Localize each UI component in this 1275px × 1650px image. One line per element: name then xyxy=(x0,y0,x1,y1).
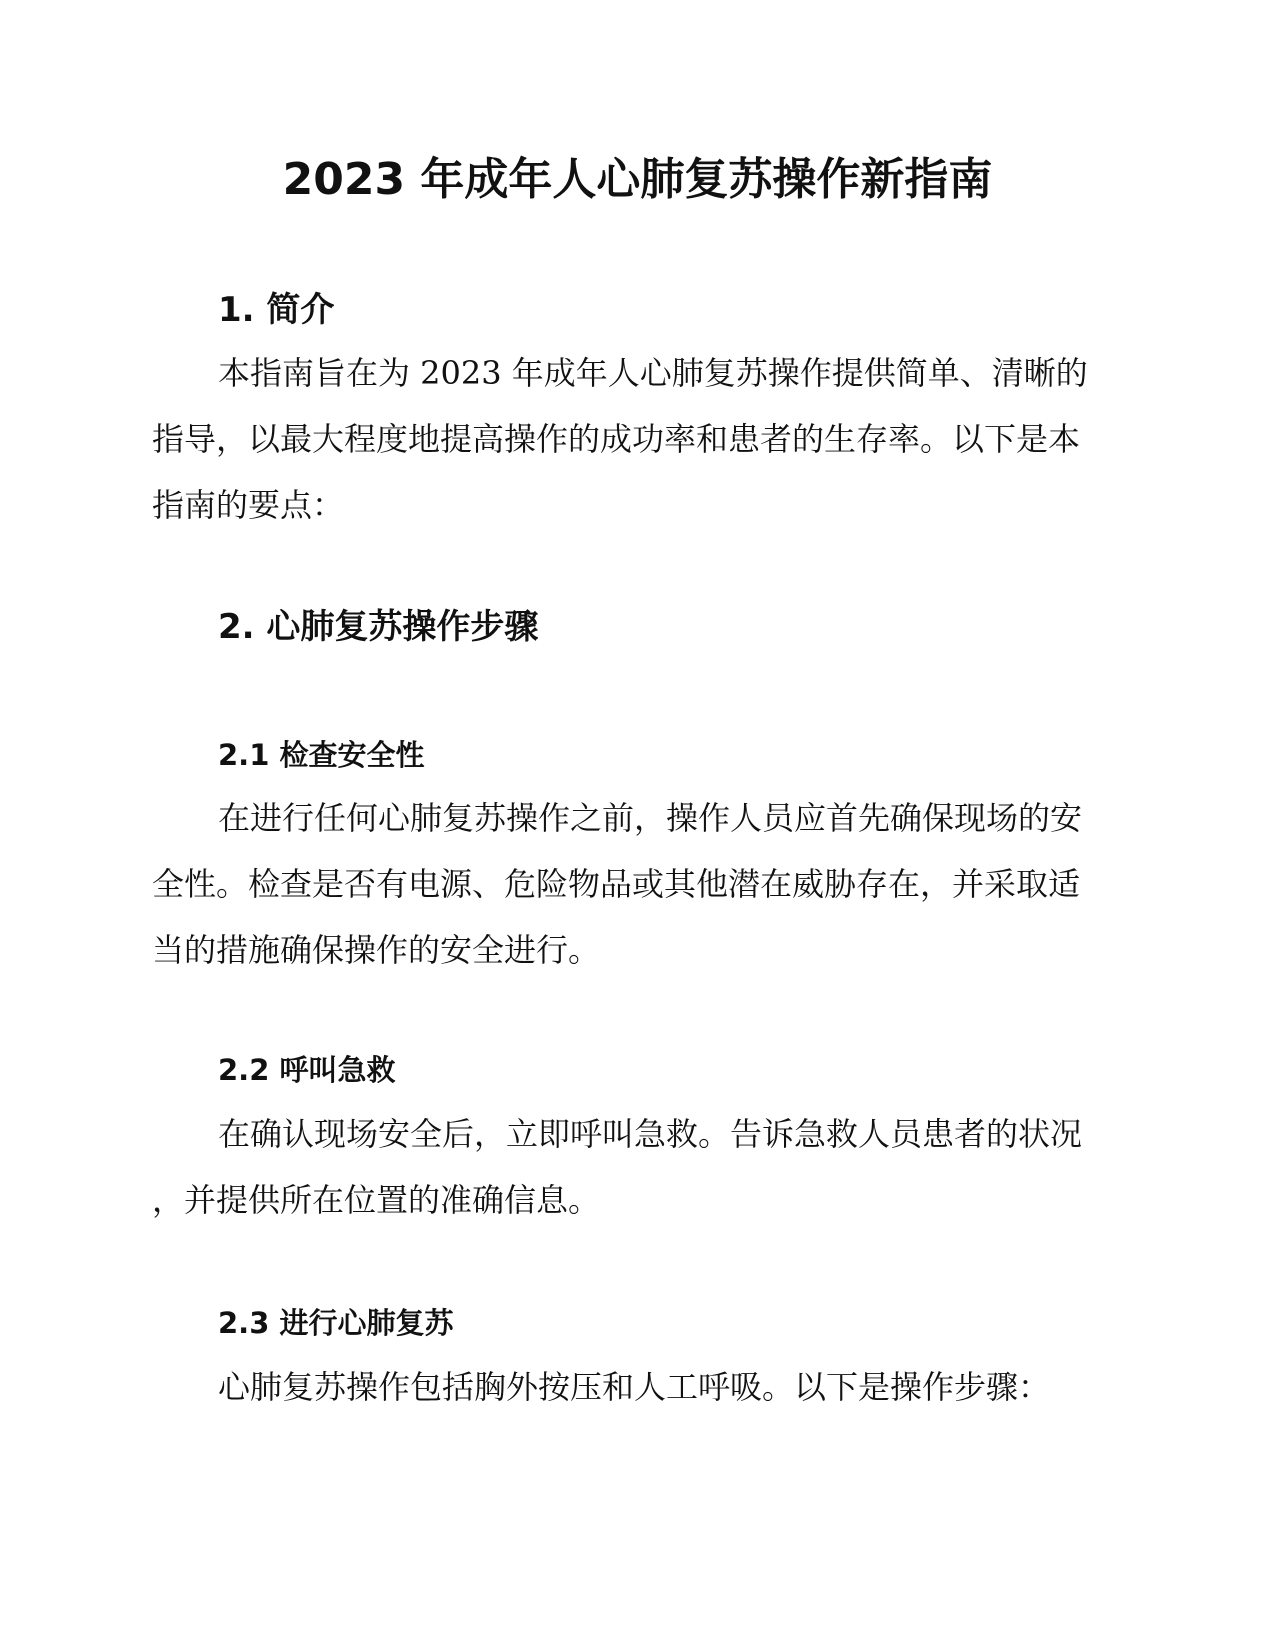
safety-paragraph xyxy=(152,785,1112,983)
subsection-heading-safety: 2.1 检查安全性 xyxy=(218,738,425,772)
paragraph-line: 指南的要点： xyxy=(152,486,345,524)
paragraph-line: 全性。检查是否有电源、危险物品或其他潜在威胁存在，并采取适 xyxy=(152,865,1081,903)
call-paragraph xyxy=(152,1101,1112,1233)
paragraph-line: ，并提供所在位置的准确信息。 xyxy=(152,1181,601,1219)
document-title: 2023 年成年人心肺复苏操作新指南 xyxy=(282,154,993,205)
intro-paragraph xyxy=(152,340,1112,538)
subsection-heading-call: 2.2 呼叫急救 xyxy=(218,1053,396,1087)
subsection-heading-cpr: 2.3 进行心肺复苏 xyxy=(218,1306,454,1340)
section-heading-intro: 1. 简介 xyxy=(218,290,335,330)
paragraph-line: 在进行任何心肺复苏操作之前，操作人员应首先确保现场的安 xyxy=(218,799,1083,837)
paragraph-line: 本指南旨在为 2023 年成年人心肺复苏操作提供简单、清晰的 xyxy=(218,354,1088,392)
paragraph-line: 心肺复苏操作包括胸外按压和人工呼吸。以下是操作步骤： xyxy=(218,1368,1051,1406)
cpr-paragraph xyxy=(152,1354,1112,1420)
paragraph-line: 当的措施确保操作的安全进行。 xyxy=(152,931,601,969)
section-heading-steps: 2. 心肺复苏操作步骤 xyxy=(218,607,539,647)
paragraph-line: 在确认现场安全后，立即呼叫急救。告诉急救人员患者的状况 xyxy=(218,1115,1083,1153)
paragraph-line: 指导，以最大程度地提高操作的成功率和患者的生存率。以下是本 xyxy=(152,420,1081,458)
